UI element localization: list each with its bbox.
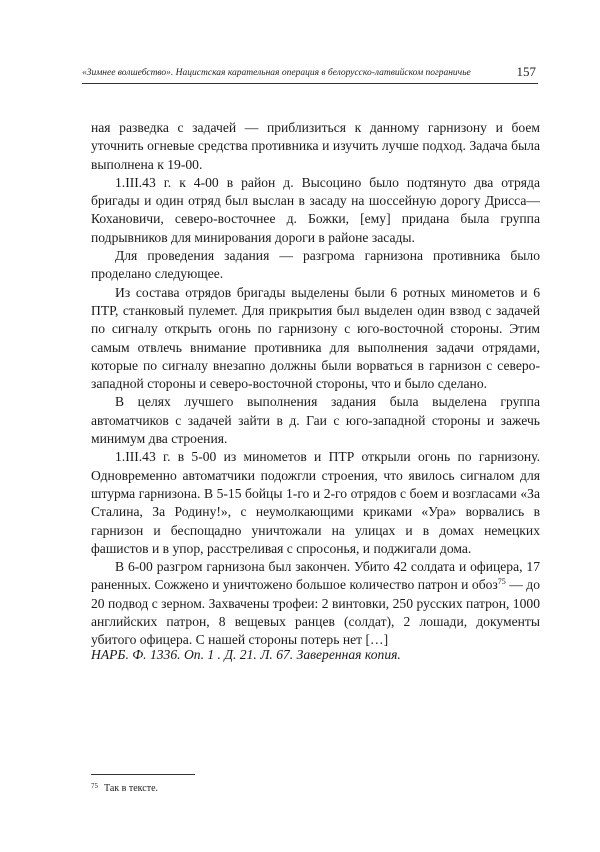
main-text xyxy=(91,119,540,650)
paragraph-7-end: — до 20 подвод с зерном. Захвачены трофеи: 2 винтовки, 250 русских патрон, 1000 английских патрон, 8 вещевых ранцев (солдат), 2 лошади, документы убитого офицера. С нашей стороны потерь нет […] xyxy=(91,577,540,648)
paragraph-6: 1.III.43 г. в 5-00 из минометов и ПТР открыли огонь по гарнизону. Одновременно автоматчики подожгли строения, что явилось сигналом для штурма гарнизона. В 5-15 бойцы 1-го и 2-го отрядов с боем и возгласами «За Сталина, За Родину!», с неумолкающими криками «Ура» ворвались в гарнизон и беспощадно уничтожали на улицах и в домах немецких фашистов и в упор, расстреливая с спросонья, и поджигали дома. xyxy=(91,449,540,556)
footnote-text: Так в тексте. xyxy=(104,783,159,794)
paragraph-2: 1.III.43 г. к 4-00 в район д. Высоцино было подтянуто два отряда бригады и один отряд был выслан в засаду на шоссейную дорогу Дрисса—Кохановичи, северо-восточнее д. Божки, [ему] придана была группа подрывников для минирования дороги в районе засады. xyxy=(91,174,540,245)
running-title: «Зимнее волшебство». Нацистская карательная операция в белорусско-латвийском пограничье xyxy=(82,68,471,78)
paragraph-7-start: В 6-00 разгром гарнизона был закончен. Убито 42 солдата и офицера, 17 раненных. Сожжено и уничтожено большое количество патрон и обоз xyxy=(91,559,540,593)
header-rule xyxy=(82,83,538,84)
paragraph-1: ная разведка с задачей — приблизиться к данному гарнизону и боем уточнить огневые средства противника и изучить лучше подход. Задача была выполнена к 19-00. xyxy=(91,120,540,172)
paragraph-4: Из состава отрядов бригады выделены были 6 ротных минометов и 6 ПТР, станковый пулемет. Для прикрытия был выделен один взвод с задачей по сигналу открыть огонь по гарнизону с юго-восточной стороны. Этим самым отвлечь внимание противника для выполнения задачи отрядами, которые по сигналу внезапно должны были ворваться в гарнизон с северо-западной стороны и северо-восточной стороны, что и было сделано. xyxy=(91,284,540,392)
page-number: 157 xyxy=(516,64,536,79)
footnote-number: 75 xyxy=(91,782,98,790)
footnote xyxy=(91,779,158,796)
paragraph-5: В целях лучшего выполнения задания была выделена группа автоматчиков с задачей зайти в д. Гаи с юго-западной стороны и зажечь минимум два строения. xyxy=(91,394,540,447)
archival-source: НАРБ. Ф. 1336. Оп. 1 . Д. 21. Л. 67. Заверенная копия. xyxy=(91,647,401,662)
footnote-reference[interactable]: 75 xyxy=(497,577,506,587)
footnote-rule xyxy=(91,774,195,775)
paragraph-7 xyxy=(91,558,540,649)
paragraph-3: Для проведения задания — разгрома гарнизона противника было проделано следующее. xyxy=(91,248,540,282)
